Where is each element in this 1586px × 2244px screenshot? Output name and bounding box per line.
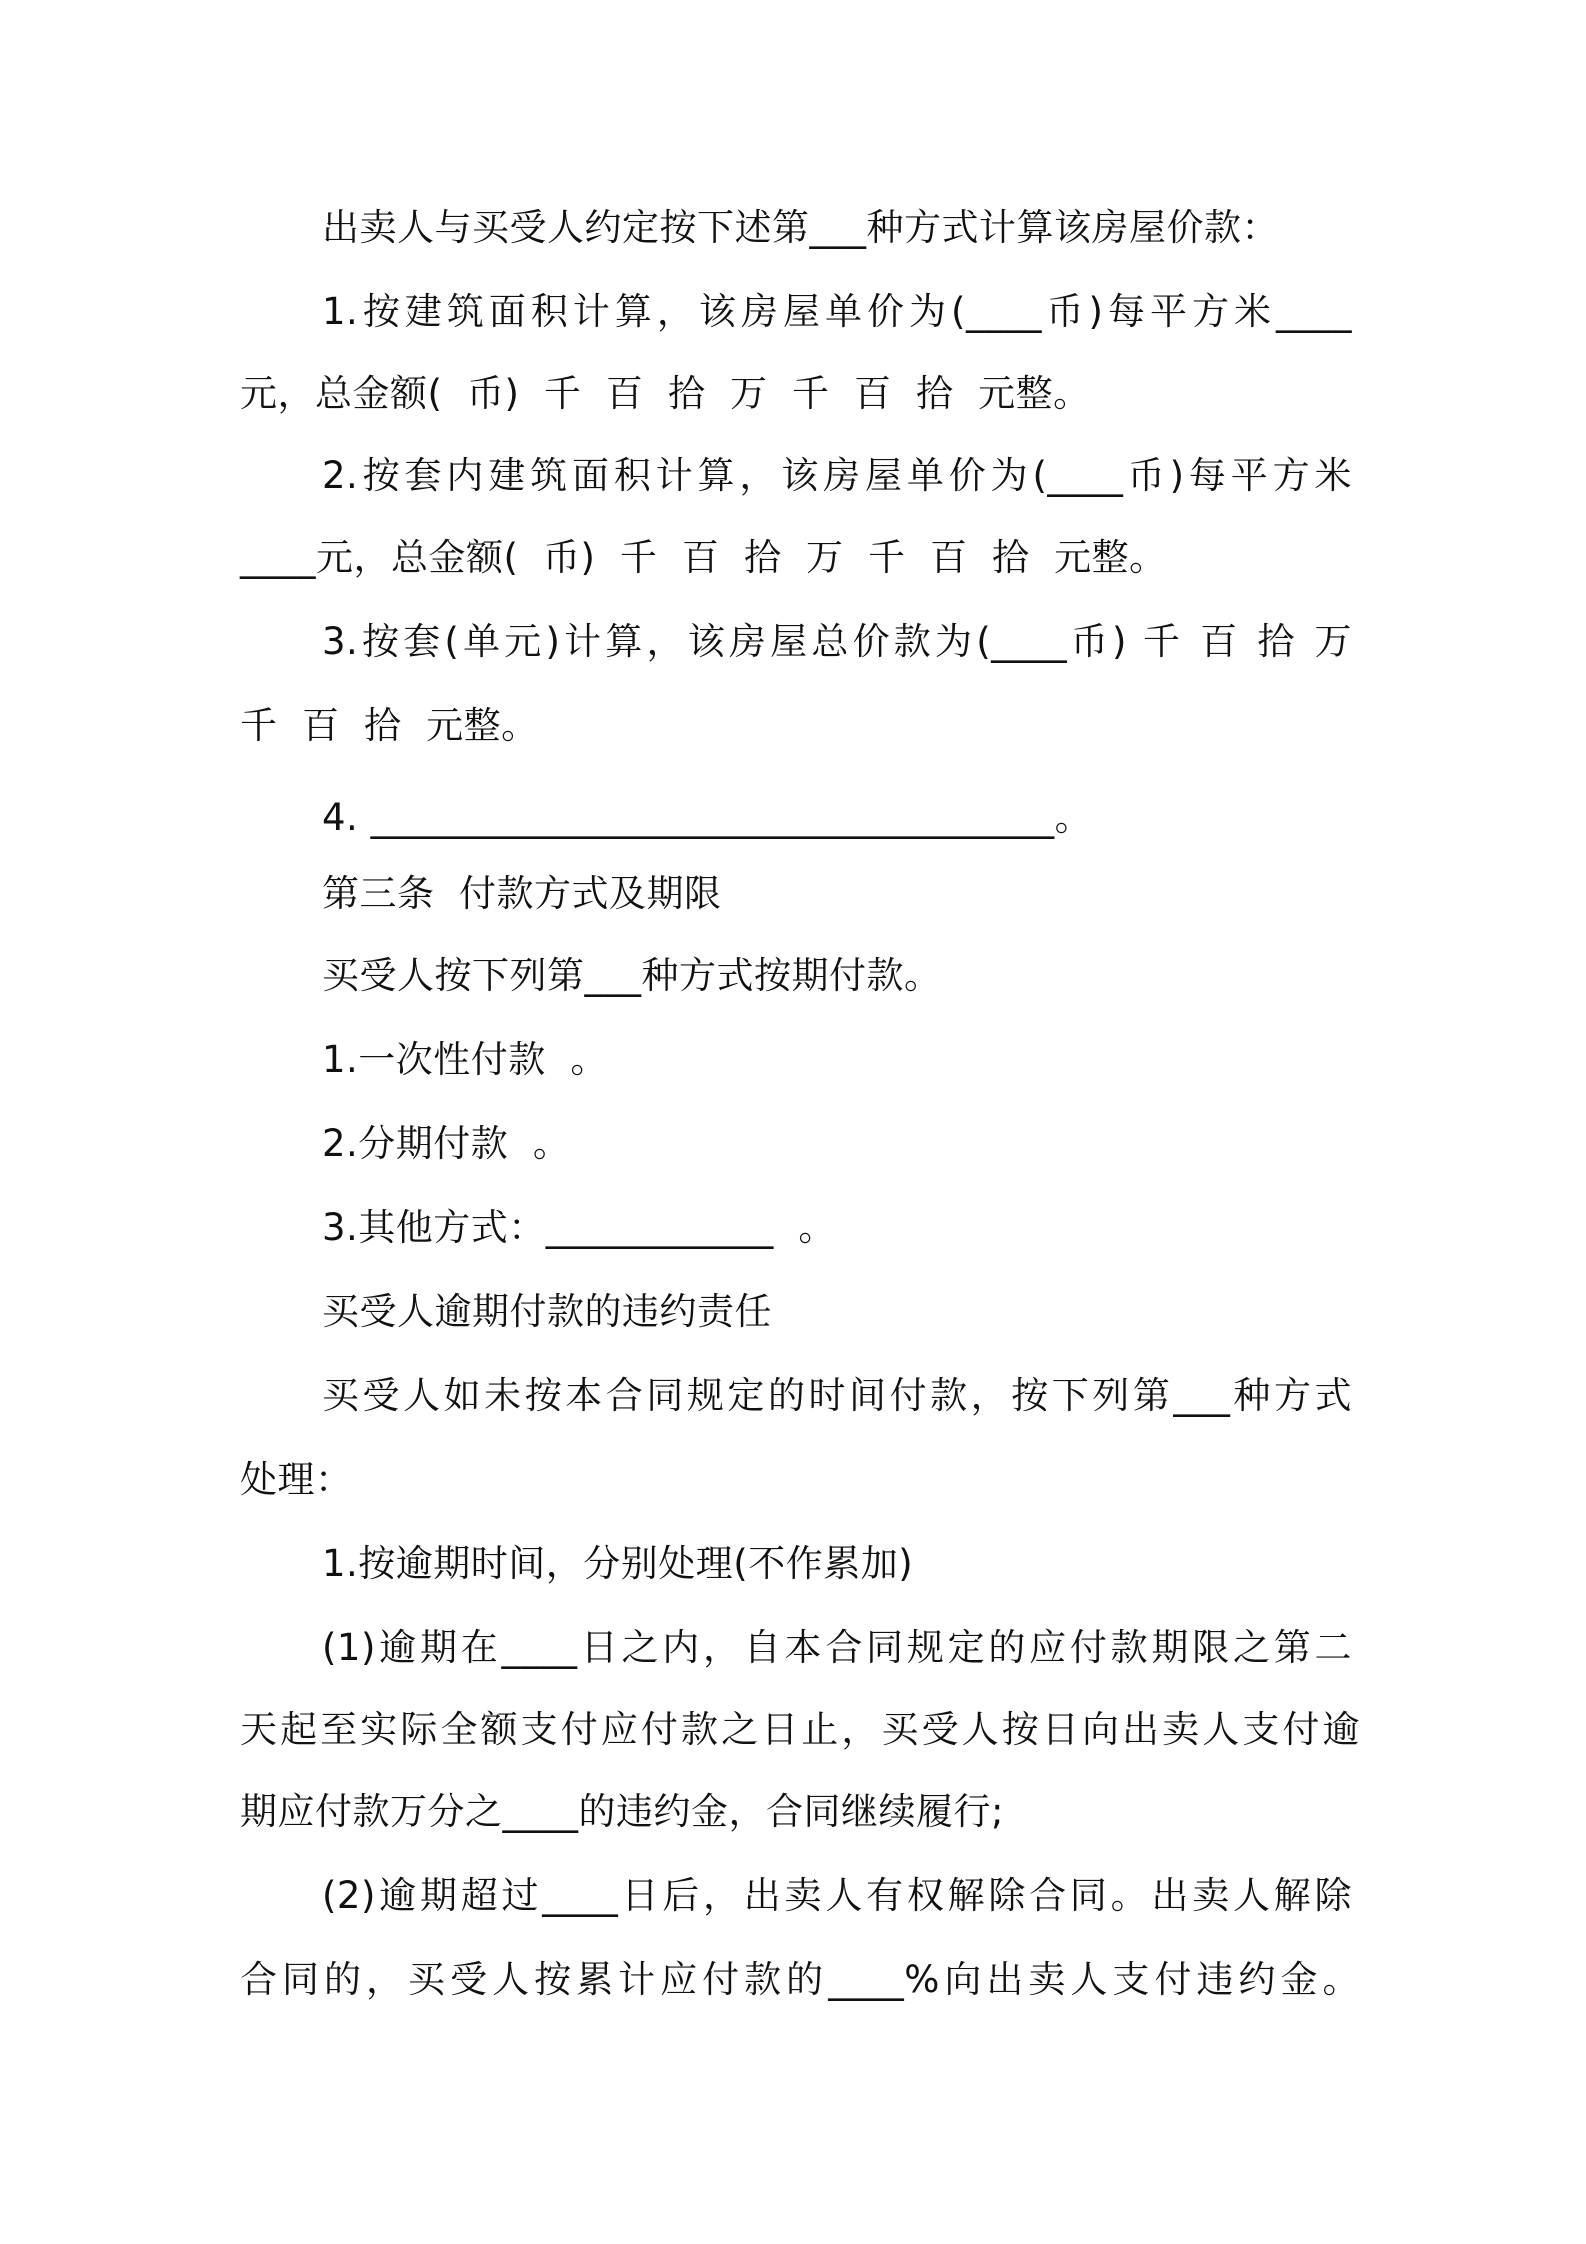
payment-option-2: 2.分期付款 。 <box>322 1122 571 1165</box>
subclause-2-line-1: (2)逾期超过____日后，出卖人有权解除合同。出卖人解除 <box>322 1874 1352 1917</box>
payment-method-paragraph: 买受人按下列第___种方式按期付款。 <box>322 954 942 997</box>
late-payment-line-1: 买受人如未按本合同规定的时间付款，按下列第___种方式 <box>322 1374 1352 1417</box>
clause-1-line-1: 1.按建筑面积计算，该房屋单价为(____币)每平方米____ <box>322 290 1352 333</box>
clause-2-line-2: ____元，总金额( 币) 千 百 拾 万 千 百 拾 元整。 <box>240 536 1167 579</box>
article-3-heading: 第三条 付款方式及期限 <box>322 872 722 915</box>
clause-1-line-2: 元，总金额( 币) 千 百 拾 万 千 百 拾 元整。 <box>240 372 1091 415</box>
payment-option-1: 1.一次性付款 。 <box>322 1038 608 1081</box>
late-payment-line-2: 处理： <box>240 1458 353 1501</box>
late-clause-1-heading: 1.按逾期时间，分别处理(不作累加) <box>322 1542 914 1585</box>
subclause-1-line-2: 天起至实际全额支付应付款之日止，买受人按日向出卖人支付逾 <box>240 1708 1360 1751</box>
paragraph-price-method: 出卖人与买受人约定按下述第___种方式计算该房屋价款： <box>322 206 1279 249</box>
subclause-1-line-3: 期应付款万分之____的违约金，合同继续履行; <box>240 1790 1004 1833</box>
clause-3-line-2: 千 百 拾 元整。 <box>240 704 539 747</box>
subclause-2-line-2: 合同的，买受人按累计应付款的____%向出卖人支付违约金。 <box>240 1958 1360 2001</box>
clause-2-line-1: 2.按套内建筑面积计算，该房屋单价为(____币)每平方米 <box>322 454 1352 497</box>
payment-option-3: 3.其他方式：____________ 。 <box>322 1206 836 1249</box>
subclause-1-line-1: (1)逾期在____日之内，自本合同规定的应付款期限之第二 <box>322 1626 1352 1669</box>
clause-4-line: 4. ____________________________________。 <box>322 796 1093 839</box>
late-payment-heading: 买受人逾期付款的违约责任 <box>322 1290 772 1333</box>
clause-3-line-1: 3.按套(单元)计算，该房屋总价款为(____币) 千 百 拾 万 <box>322 620 1352 663</box>
